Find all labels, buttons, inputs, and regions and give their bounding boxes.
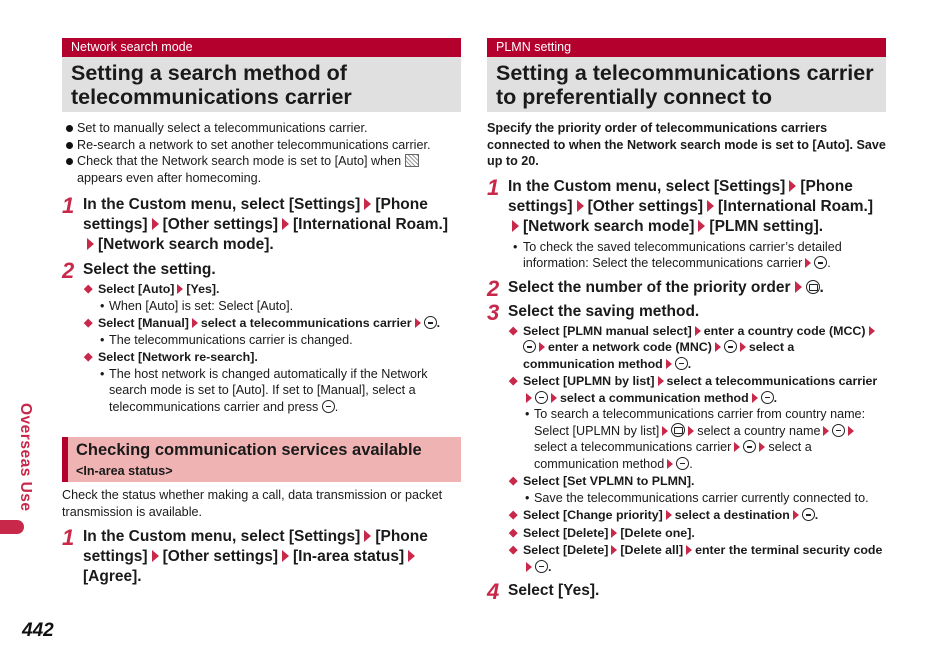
bullet-list xyxy=(62,120,461,186)
body-text: Check the status whether making a call, data transmission or packet transmission is available. xyxy=(62,488,443,519)
step-number: 1 xyxy=(62,193,75,218)
arrow-icon xyxy=(695,326,701,336)
arrow-icon xyxy=(823,426,829,436)
arrow-icon xyxy=(282,218,289,230)
option-change-priority: ◆ Select [Change priority] select a destination . xyxy=(509,508,819,522)
diamond-icon: ◆ xyxy=(509,509,518,521)
option-note: • When [Auto] is set: Select [Auto]. xyxy=(100,298,294,313)
arrow-icon xyxy=(87,238,94,250)
chapter-tab xyxy=(0,520,24,534)
arrow-icon xyxy=(789,180,796,192)
option-plmn-manual: ◆ Select [PLMN manual select] enter a country code (MCC)enter a network code (MNC) select a communication method . xyxy=(487,323,886,373)
arrow-icon xyxy=(805,258,811,268)
center-key-icon xyxy=(535,391,548,404)
step-number: 2 xyxy=(487,275,500,301)
arrow-icon xyxy=(688,426,694,436)
arrow-icon xyxy=(848,426,854,436)
diamond-icon: ◆ xyxy=(509,324,518,337)
step-1-in-area: 1 In the Custom menu, select [Settings] [Phone settings] [Other settings] [In-area status][Agree]. xyxy=(62,525,428,585)
arrow-icon xyxy=(734,442,740,452)
arrow-icon xyxy=(752,393,758,403)
bullet-dot-icon xyxy=(66,125,73,132)
step-3: 3 Select the saving method. xyxy=(487,299,700,325)
arrow-icon xyxy=(152,550,159,562)
arrow-icon xyxy=(658,376,664,386)
option-note: • The host network is changed automatically if the Network search mode is set to [Auto]. If set to [Manual], select a telecommunications carrier and press . xyxy=(100,366,428,414)
section-title: Setting a telecommunications carrier to preferentially connect to xyxy=(487,57,886,112)
bullet-item: Check that the Network search mode is set to [Auto] when appears even after homecoming. xyxy=(62,153,461,186)
arrow-icon xyxy=(793,510,799,520)
center-key-icon xyxy=(724,340,737,353)
camera-key-icon xyxy=(806,280,820,294)
diamond-icon: ◆ xyxy=(509,526,518,539)
arrow-icon xyxy=(686,545,692,555)
intro-text: Specify the priority order of telecommunications carriers connected to when the Network search mode is set to [Auto]. Save up to 20. xyxy=(487,121,886,168)
arrow-icon xyxy=(611,545,617,555)
camera-key-icon xyxy=(671,423,685,437)
center-key-icon xyxy=(802,508,815,521)
arrow-icon xyxy=(759,442,765,452)
step-number: 1 xyxy=(62,525,75,550)
diamond-icon: ◆ xyxy=(84,283,93,295)
arrow-icon xyxy=(667,459,673,469)
center-key-icon xyxy=(814,256,827,269)
option-delete-all: ◆ Select [Delete] [Delete all] enter the terminal security code. xyxy=(509,543,883,574)
center-key-icon xyxy=(523,340,536,353)
side-chapter-label: Overseas Use xyxy=(17,403,34,512)
section-tag: PLMN setting xyxy=(487,38,886,57)
roaming-indicator-icon xyxy=(405,154,419,167)
center-key-icon xyxy=(743,440,756,453)
option-manual: ◆ Select [Manual] select a telecommunications carrier . xyxy=(84,316,441,330)
option-delete-one: ◆ Select [Delete] [Delete one]. xyxy=(509,525,695,540)
center-key-icon xyxy=(676,457,689,470)
arrow-icon xyxy=(192,318,198,328)
arrow-icon xyxy=(364,198,371,210)
step-1: 1 In the Custom menu, select [Settings] [Phone settings] [Other settings] [International Roam.][Network search mode]. xyxy=(62,193,449,253)
bullet-dot-icon xyxy=(66,142,73,149)
option-note: • To search a telecommunications carrier from country name: Select [UPLMN by list] select a country nameselect a telecommunications carrier select a communication method . xyxy=(525,407,866,471)
arrow-icon xyxy=(795,281,802,293)
arrow-icon xyxy=(740,342,746,352)
arrow-icon xyxy=(526,562,532,572)
step-2: 2 Select the number of the priority order . xyxy=(487,275,824,301)
arrow-icon xyxy=(551,393,557,403)
option-uplmn-list: ◆ Select [UPLMN by list] select a telecommunications carrierselect a communication method . xyxy=(509,374,878,405)
arrow-icon xyxy=(526,393,532,403)
center-key-icon xyxy=(832,424,845,437)
option-auto: ◆ Select [Auto] [Yes]. xyxy=(84,282,220,296)
arrow-icon xyxy=(282,550,289,562)
arrow-icon xyxy=(512,220,519,232)
section-title: Setting a search method of telecommunications carrier xyxy=(62,57,461,112)
option-note: • The telecommunications carrier is changed. xyxy=(100,332,353,347)
arrow-icon xyxy=(715,342,721,352)
center-key-icon xyxy=(675,357,688,370)
option-set-vplmn: ◆ Select [Set VPLMN to PLMN]. xyxy=(509,474,695,488)
banner-subtitle: <In-area status> xyxy=(76,464,173,478)
arrow-icon xyxy=(408,550,415,562)
step-number: 4 xyxy=(487,579,500,604)
arrow-icon xyxy=(577,200,584,212)
option-research: ◆ Select [Network re-search]. xyxy=(84,350,258,364)
step-1: 1 In the Custom menu, select [Settings] [Phone settings] [Other settings] [International Roam.][Network search mode] [PLMN setting]. xyxy=(487,174,874,235)
diamond-icon: ◆ xyxy=(84,351,93,363)
option-note: • Save the telecommunications carrier currently connected to. xyxy=(525,490,869,505)
center-key-icon xyxy=(535,560,548,573)
banner-title: Checking communication services available xyxy=(76,441,422,459)
arrow-icon xyxy=(539,342,545,352)
center-key-icon xyxy=(322,400,335,413)
right-column xyxy=(487,38,886,604)
step-note: • To check the saved telecommunications carrier’s detailed information: Select the telecommunications carrier . xyxy=(513,239,842,270)
arrow-icon xyxy=(611,528,617,538)
left-column xyxy=(62,38,461,587)
center-key-icon xyxy=(424,316,437,329)
arrow-icon xyxy=(177,284,183,294)
arrow-icon xyxy=(415,318,421,328)
bullet-dot-icon xyxy=(66,158,73,165)
center-key-icon xyxy=(761,391,774,404)
arrow-icon xyxy=(869,326,875,336)
step-2: 2 Select the setting. xyxy=(62,258,216,283)
section-banner xyxy=(62,437,461,482)
arrow-icon xyxy=(662,426,668,436)
arrow-icon xyxy=(364,530,371,542)
step-number: 2 xyxy=(62,258,75,283)
arrow-icon xyxy=(666,359,672,369)
bullet-item: Set to manually select a telecommunications carrier. xyxy=(62,120,461,137)
diamond-icon: ◆ xyxy=(509,544,518,556)
diamond-icon: ◆ xyxy=(509,375,518,387)
diamond-icon: ◆ xyxy=(84,317,93,329)
step-number: 1 xyxy=(487,174,500,200)
diamond-icon: ◆ xyxy=(509,475,518,487)
section-tag: Network search mode xyxy=(62,38,461,57)
bullet-item: Re-search a network to set another telecommunications carrier. xyxy=(62,137,461,154)
step-number: 3 xyxy=(487,299,500,325)
arrow-icon xyxy=(666,510,672,520)
arrow-icon xyxy=(152,218,159,230)
arrow-icon xyxy=(698,220,705,232)
arrow-icon xyxy=(707,200,714,212)
page-number: 442 xyxy=(22,620,54,641)
step-4: 4 Select [Yes]. xyxy=(487,579,600,604)
